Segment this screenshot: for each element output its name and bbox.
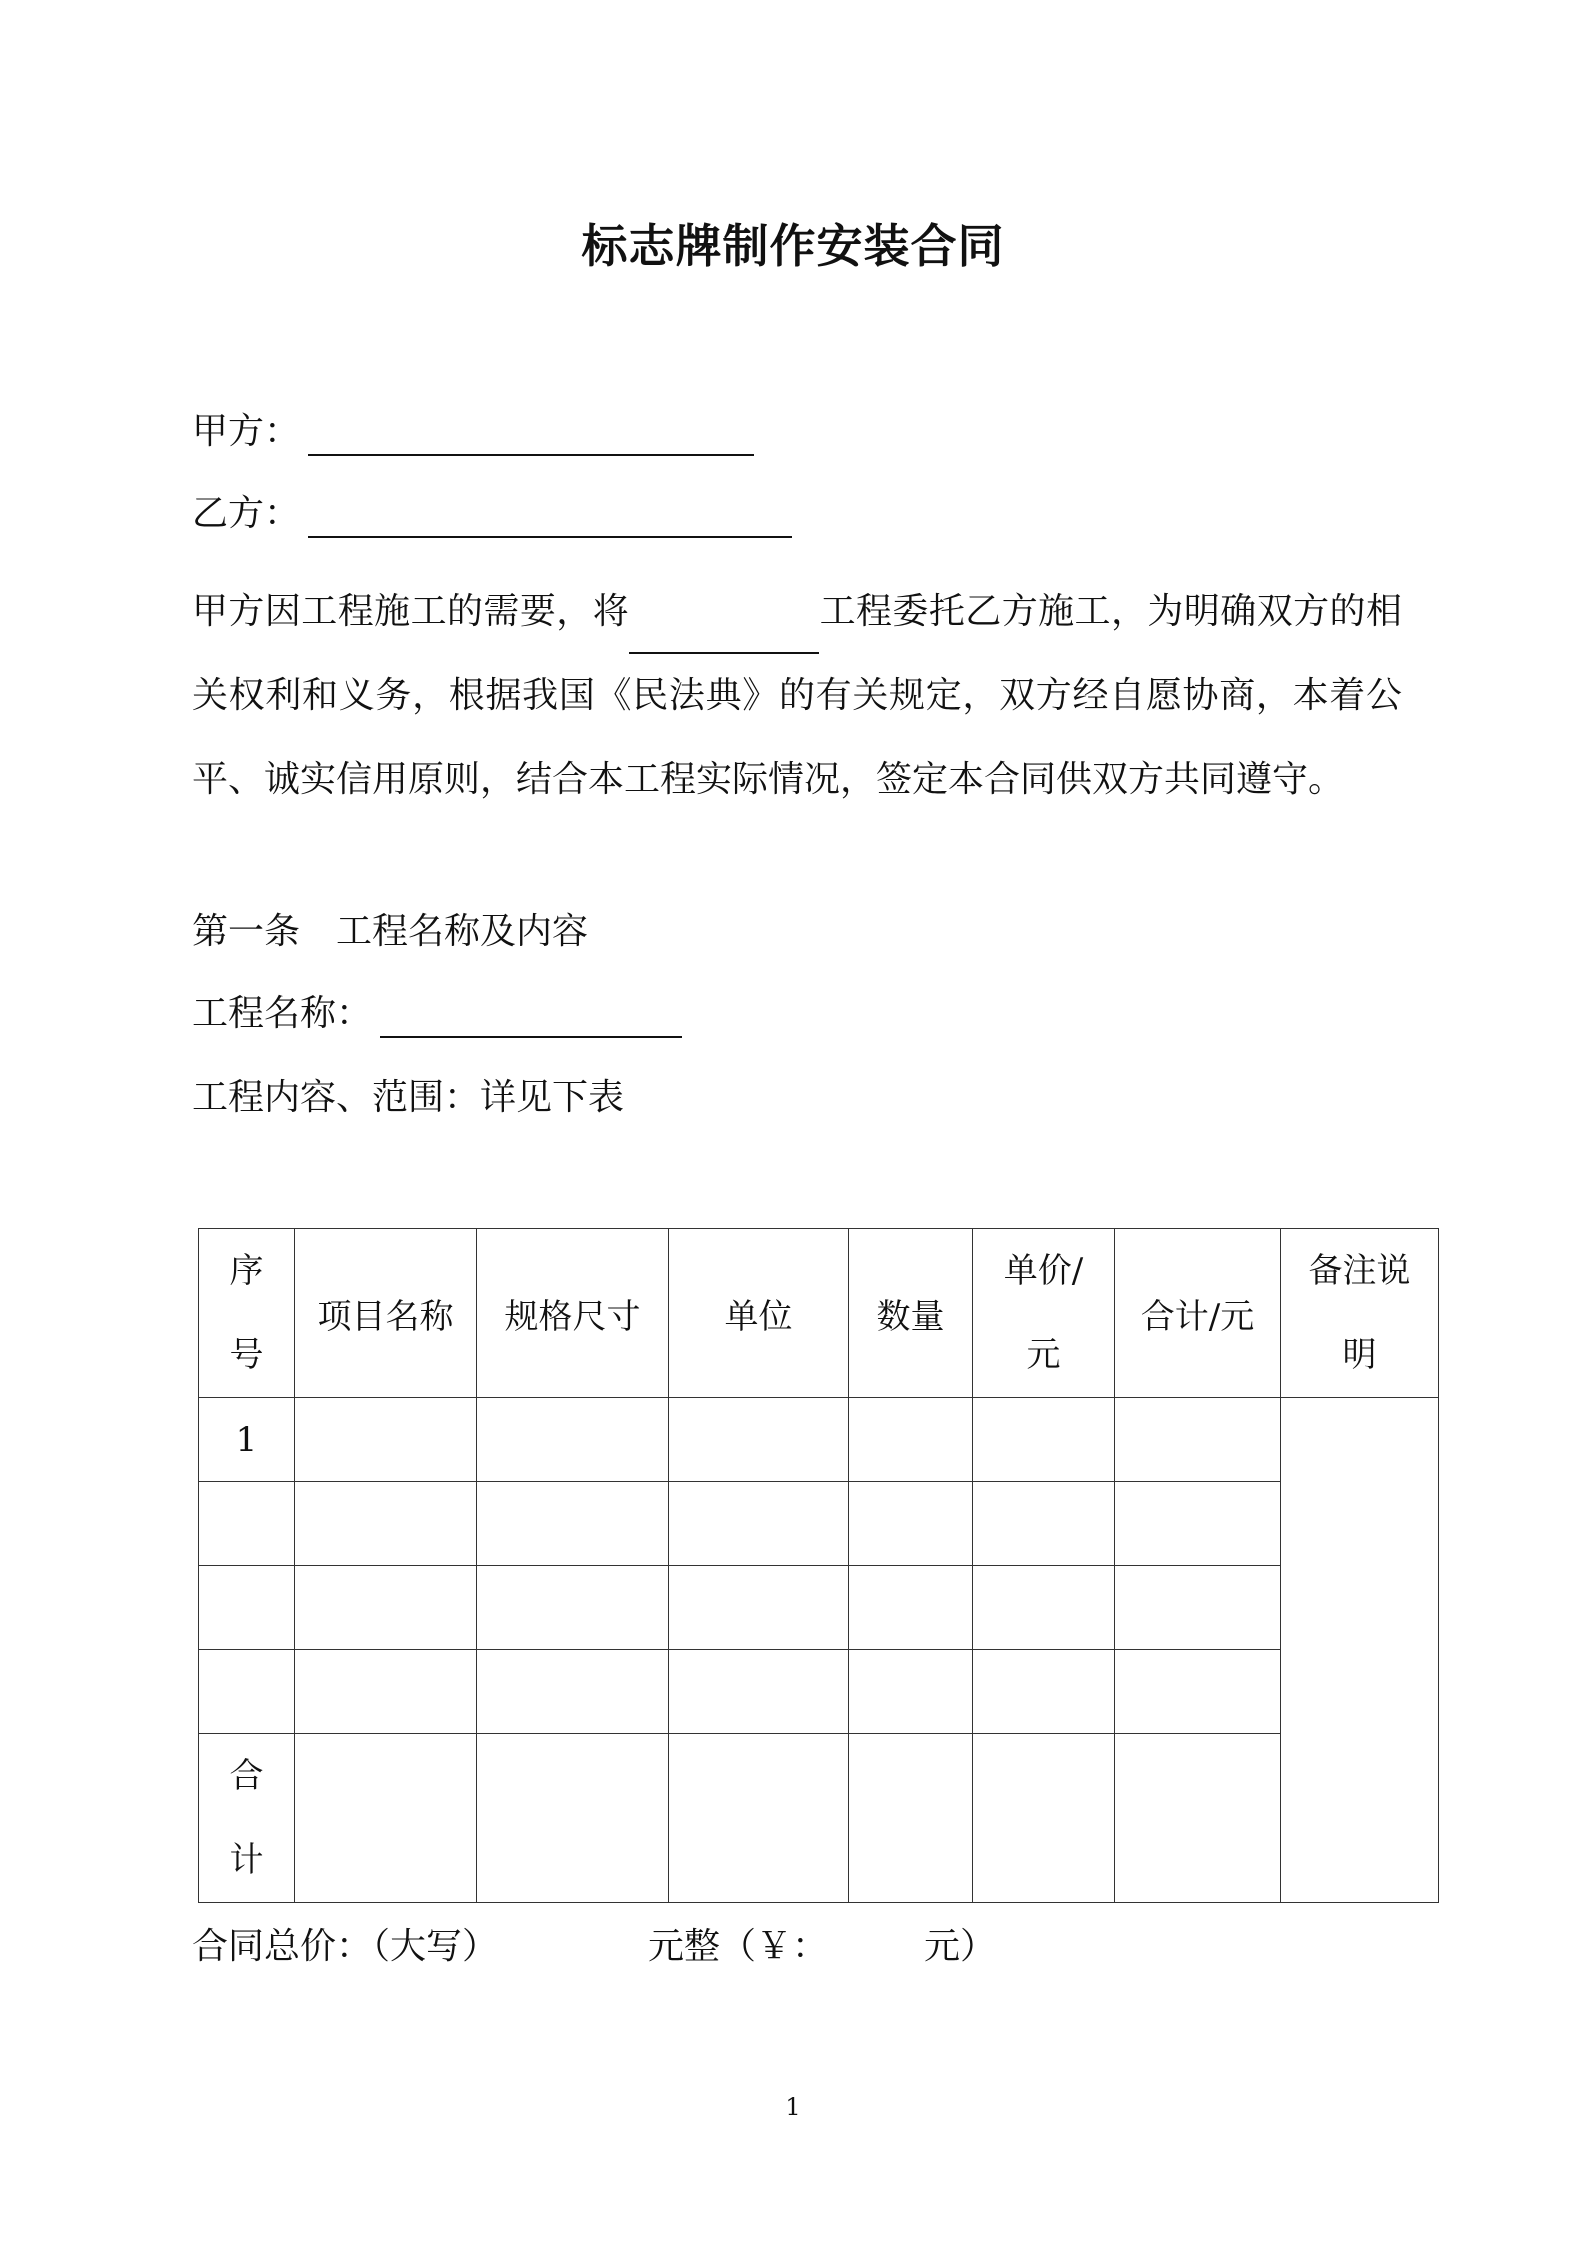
party-b-blank[interactable]: [308, 496, 792, 538]
table-row: [199, 1482, 1439, 1566]
project-name-label: 工程名称：: [192, 993, 373, 1034]
table-cell[interactable]: [849, 1398, 973, 1482]
header-subtotal: 合计/元: [1115, 1229, 1281, 1398]
table-cell[interactable]: [1115, 1482, 1281, 1566]
table-row: [199, 1650, 1439, 1734]
header-unit-price: 单价/ 元: [973, 1229, 1115, 1398]
party-b-line: [192, 490, 792, 538]
party-a-blank[interactable]: [308, 414, 754, 456]
table-cell[interactable]: [669, 1482, 849, 1566]
remark-cell[interactable]: [1281, 1398, 1439, 1903]
table-cell[interactable]: [295, 1734, 477, 1903]
project-scope: 工程内容、范围：详见下表: [192, 1077, 625, 1118]
party-a-label: 甲方：: [192, 411, 301, 452]
table-cell[interactable]: [295, 1650, 477, 1734]
total-yuan-zheng: 元整（￥：: [648, 1926, 829, 1967]
table-cell[interactable]: [477, 1566, 669, 1650]
party-a-line: [192, 408, 754, 456]
table-sum-row: [199, 1734, 1439, 1903]
page-number: 1: [785, 2093, 801, 2121]
project-name-blank[interactable]: [380, 996, 682, 1038]
header-seq: 序 号: [199, 1229, 295, 1398]
table-cell[interactable]: [849, 1482, 973, 1566]
table-cell[interactable]: [199, 1566, 295, 1650]
table-cell[interactable]: [199, 1650, 295, 1734]
table-cell[interactable]: [199, 1482, 295, 1566]
sum-label: 合 计: [199, 1734, 295, 1903]
project-items-table: [198, 1228, 1439, 1903]
total-price-line: [192, 1918, 996, 1969]
table-cell[interactable]: [1115, 1398, 1281, 1482]
table-cell[interactable]: [973, 1482, 1115, 1566]
header-spec: 规格尺寸: [477, 1229, 669, 1398]
header-remark: 备注说 明: [1281, 1229, 1439, 1398]
table-cell[interactable]: [669, 1734, 849, 1903]
table-cell[interactable]: [1115, 1734, 1281, 1903]
header-unit: 单位: [669, 1229, 849, 1398]
table-cell[interactable]: [295, 1482, 477, 1566]
table-cell[interactable]: [669, 1398, 849, 1482]
table-cell[interactable]: [669, 1566, 849, 1650]
table-cell[interactable]: [973, 1566, 1115, 1650]
table-cell[interactable]: [295, 1398, 477, 1482]
header-item-name: 项目名称: [295, 1229, 477, 1398]
table-header-row: [199, 1229, 1439, 1398]
total-price-label: 合同总价：（大写）: [192, 1926, 499, 1967]
total-yuan-end: 元）: [924, 1926, 997, 1967]
header-qty: 数量: [849, 1229, 973, 1398]
table-cell[interactable]: [849, 1734, 973, 1903]
table-cell[interactable]: [477, 1482, 669, 1566]
table-cell[interactable]: [477, 1650, 669, 1734]
table-cell[interactable]: [477, 1734, 669, 1903]
table-cell[interactable]: [1115, 1566, 1281, 1650]
table-cell[interactable]: [295, 1566, 477, 1650]
table-cell[interactable]: [849, 1650, 973, 1734]
intro-part1: 甲方因工程施工的需要，将: [192, 591, 630, 632]
table-cell[interactable]: [1115, 1650, 1281, 1734]
intro-paragraph: [192, 570, 1402, 822]
table-row: [199, 1398, 1439, 1482]
contract-title: 标志牌制作安装合同: [581, 219, 1005, 273]
table-cell[interactable]: [973, 1734, 1115, 1903]
table-cell[interactable]: [973, 1650, 1115, 1734]
row-seq: 1: [199, 1398, 295, 1482]
table-row: [199, 1566, 1439, 1650]
article-1-heading: 第一条 工程名称及内容: [192, 911, 589, 952]
party-b-label: 乙方：: [192, 493, 301, 534]
table-cell[interactable]: [669, 1650, 849, 1734]
table-cell[interactable]: [973, 1398, 1115, 1482]
intro-project-blank[interactable]: [629, 604, 819, 654]
intro-part2: 工程委托乙方施工，为明确双方的相关权利和义务，根据我国《民法典》的有关规定，双方经自愿协商，本着公平、诚实信用原则，结合本工程实际情况，签定本合同供双方共同遵守。: [192, 591, 1402, 800]
table-cell[interactable]: [477, 1398, 669, 1482]
table-cell[interactable]: [849, 1566, 973, 1650]
project-name-line: [192, 990, 682, 1038]
